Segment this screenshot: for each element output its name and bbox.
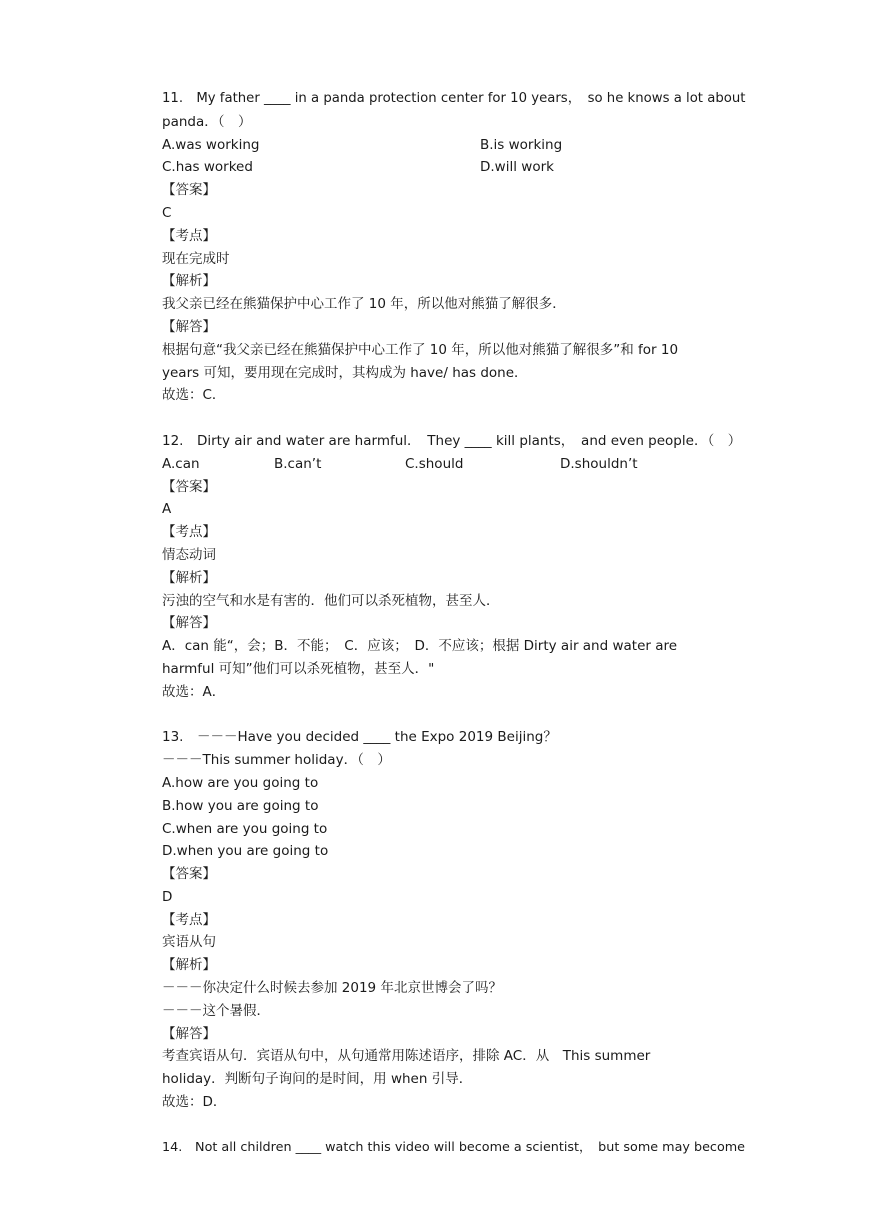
answer-label: 【答案】 [162, 866, 216, 883]
question-stem-continued: panda．（ ） [162, 113, 252, 130]
option-a: A.was working [162, 136, 260, 153]
answer-label: 【答案】 [162, 182, 216, 199]
solution-text: A．can 能“，会；B．不能； C．应该； D．不应该；根据 Dirty air and water are [162, 638, 678, 655]
final-choice: 故选：D． [162, 1094, 227, 1111]
question-stem: 13. －－－Have you decided ____ the Expo 2019 Beijing？ [162, 729, 557, 746]
spacer [162, 407, 752, 430]
question-stem-reply: －－－This summer holiday．（ ） [162, 752, 391, 769]
point-label: 【考点】 [162, 524, 216, 541]
solution-label: 【解答】 [162, 615, 216, 632]
analysis-text: 污浊的空气和水是有害的．他们可以杀死植物，甚至人． [162, 592, 500, 609]
question-12 [162, 430, 752, 704]
solution-label: 【解答】 [162, 318, 216, 335]
analysis-text: －－－你决定什么时候去参加 2019 年北京世博会了吗？ [162, 980, 502, 997]
question-stem: 12. Dirty air and water are harmful． They ____ kill plants， and even people．（ ） [162, 432, 742, 449]
analysis-label: 【解析】 [162, 569, 216, 586]
option-a: A.can [162, 455, 200, 472]
question-13 [162, 726, 752, 1114]
option-a: A.how are you going to [162, 774, 319, 791]
option-c: C.when are you going to [162, 820, 328, 837]
point-value: 宾语从句 [162, 934, 216, 951]
option-c: C.should [405, 455, 464, 472]
option-d: D.shouldn’t [560, 455, 638, 472]
solution-text-continued: holiday．判断句子询问的是时间，用 when 引导． [162, 1071, 473, 1088]
options-row-2 [162, 156, 752, 179]
option-d: D.when you are going to [162, 843, 329, 860]
spacer [162, 704, 752, 727]
solution-text-continued: years 可知，要用现在完成时，其构成为 have/ has done． [162, 364, 528, 381]
analysis-text-continued: －－－这个暑假． [162, 1002, 270, 1019]
answer-label: 【答案】 [162, 478, 216, 495]
question-11 [162, 88, 752, 407]
option-b: B.is working [480, 136, 563, 153]
point-value: 情态动词 [162, 546, 216, 563]
options-row-1 [162, 134, 752, 157]
analysis-label: 【解析】 [162, 273, 216, 290]
spacer [162, 1114, 752, 1137]
option-d: D.will work [480, 159, 554, 176]
analysis-text: 我父亲已经在熊猫保护中心工作了 10 年，所以他对熊猫了解很多． [162, 296, 566, 313]
solution-text: 考查宾语从句．宾语从句中，从句通常用陈述语序，排除 AC．从 This summer [162, 1048, 651, 1065]
solution-text: 根据句意“我父亲已经在熊猫保护中心工作了 10 年，所以他对熊猫了解很多”和 for 10 [162, 341, 679, 358]
answer-value: D [162, 888, 173, 905]
final-choice: 故选：C． [162, 387, 226, 404]
solution-text-continued: harmful 可知”他们可以杀死植物，甚至人．" [162, 660, 435, 677]
final-choice: 故选：A． [162, 683, 226, 700]
answer-value: A [162, 501, 172, 518]
question-14 [162, 1137, 752, 1160]
document-page [162, 88, 752, 1159]
option-b: B.how you are going to [162, 797, 319, 814]
options-row [162, 453, 752, 476]
analysis-label: 【解析】 [162, 957, 216, 974]
question-stem: 14. Not all children ____ watch this video will become a scientist， but some may become [162, 1139, 746, 1155]
answer-value: C [162, 204, 172, 221]
option-c: C.has worked [162, 159, 253, 176]
solution-label: 【解答】 [162, 1025, 216, 1042]
question-stem: 11. My father ____ in a panda protection center for 10 years， so he knows a lot about [162, 91, 746, 106]
option-b: B.can’t [274, 455, 322, 472]
point-label: 【考点】 [162, 227, 216, 244]
point-value: 现在完成时 [162, 250, 230, 267]
point-label: 【考点】 [162, 911, 216, 928]
